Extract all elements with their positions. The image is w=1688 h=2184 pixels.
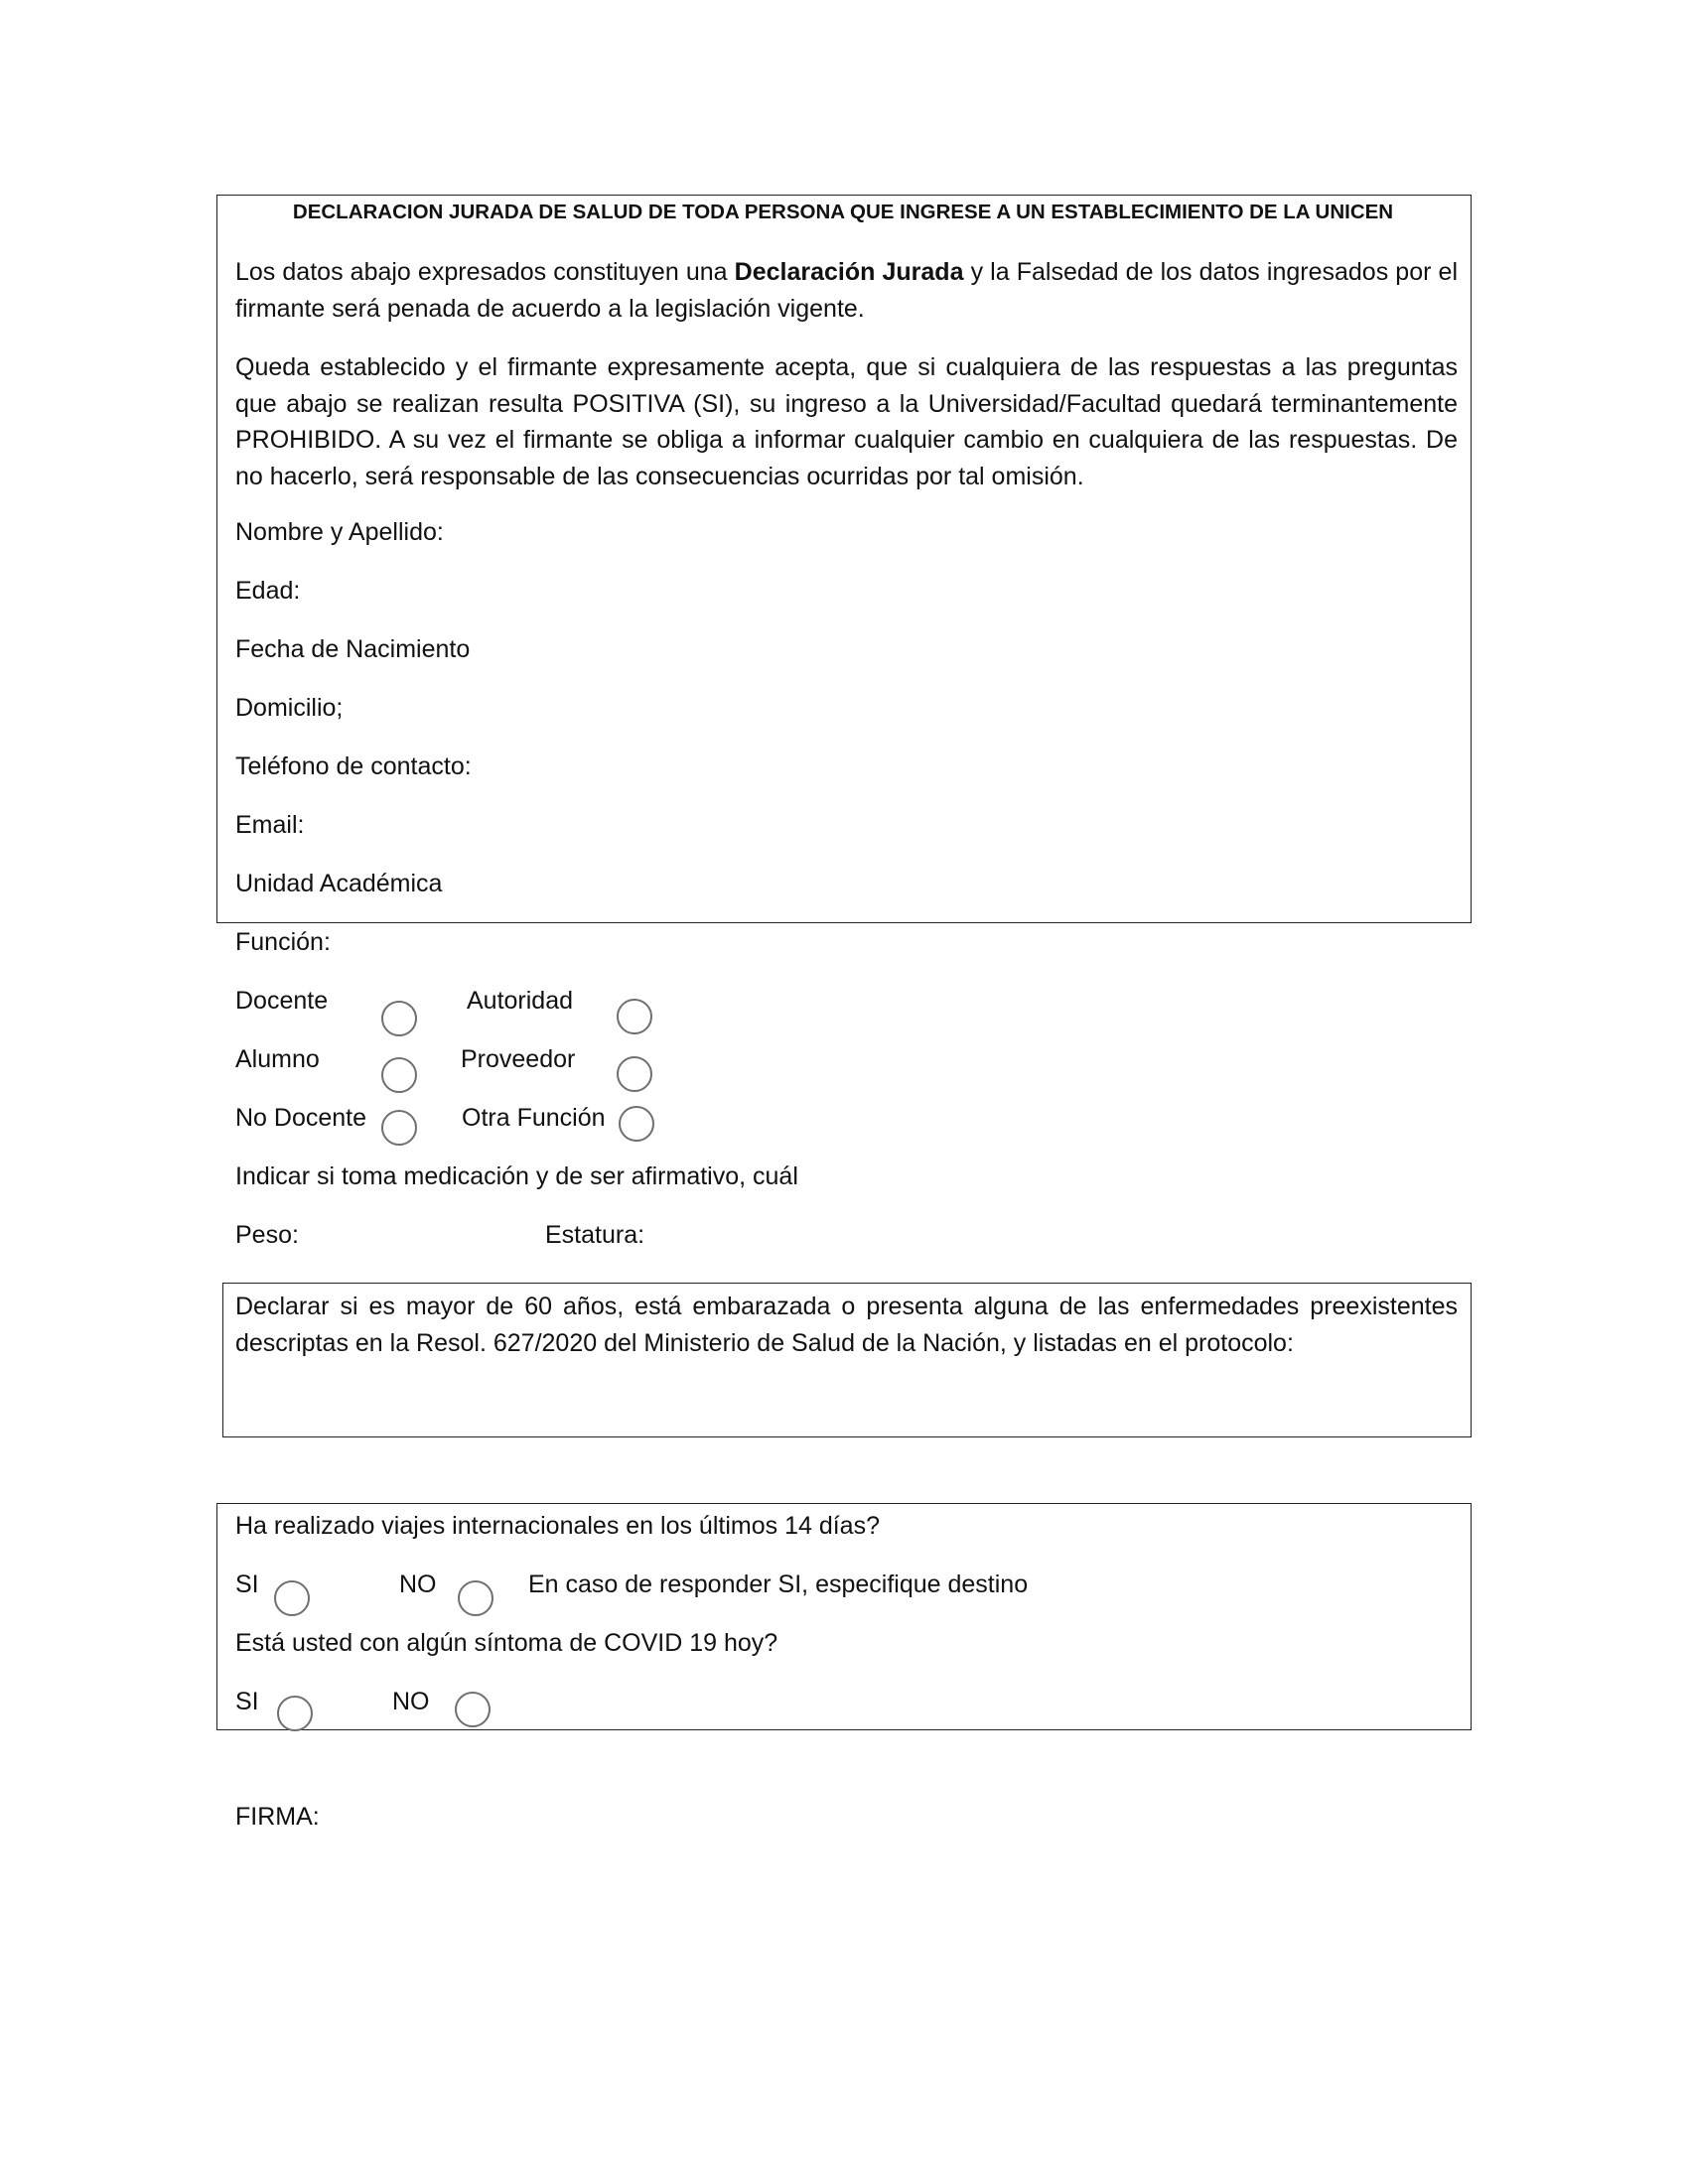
covid-si-label: SI — [235, 1688, 259, 1715]
alumno-radio[interactable] — [381, 1057, 417, 1093]
intro-text-end: y la Falsedad de los datos ingresados por el firmante será penada de acuerdo a la legislación vigente. — [235, 258, 1458, 323]
docente-radio[interactable] — [381, 1001, 417, 1036]
peso-label: Peso: — [235, 1221, 299, 1249]
covid-no-radio[interactable] — [455, 1692, 491, 1727]
declarar-text: Declarar si es mayor de 60 años, está embarazada o presenta alguna de las enfermedades preexistentes descriptas en la Resol. 627/2020 del Ministerio de Salud de la Nación, y listadas en el protocolo: — [235, 1293, 1458, 1357]
viajes-no-label: NO — [399, 1570, 437, 1598]
no-docente-radio[interactable] — [381, 1110, 417, 1146]
otra-funcion-label: Otra Función — [462, 1104, 606, 1132]
alumno-label: Alumno — [235, 1045, 320, 1073]
fecha-nacimiento-label: Fecha de Nacimiento — [235, 635, 471, 663]
viajes-no-radio[interactable] — [458, 1580, 493, 1616]
intro-paragraph-1 — [235, 254, 1458, 327]
proveedor-label: Proveedor — [461, 1045, 576, 1073]
email-label: Email: — [235, 811, 305, 839]
autoridad-label: Autoridad — [467, 987, 574, 1015]
edad-label: Edad: — [235, 577, 301, 605]
docente-label: Docente — [235, 987, 329, 1015]
viajes-destino-label: En caso de responder SI, especifique destino — [528, 1570, 1029, 1598]
estatura-label: Estatura: — [545, 1221, 645, 1249]
proveedor-radio[interactable] — [617, 1056, 652, 1092]
viajes-question: Ha realizado viajes internacionales en los últimos 14 días? — [235, 1512, 880, 1540]
nombre-label: Nombre y Apellido: — [235, 518, 444, 546]
viajes-si-label: SI — [235, 1570, 259, 1598]
covid-no-label: NO — [392, 1688, 430, 1715]
intro-bold-declaracion: Declaración Jurada — [734, 258, 964, 286]
intro-text-start: Los datos abajo expresados constituyen una — [235, 258, 735, 286]
telefono-label: Teléfono de contacto: — [235, 752, 472, 780]
funcion-label: Función: — [235, 928, 331, 956]
form-title: DECLARACION JURADA DE SALUD DE TODA PERSONA QUE INGRESE A UN ESTABLECIMIENTO DE LA UNICEN — [292, 201, 1394, 223]
domicilio-label: Domicilio; — [235, 694, 344, 722]
medicacion-label: Indicar si toma medicación y de ser afirmativo, cuál — [235, 1162, 798, 1190]
unidad-academica-label: Unidad Académica — [235, 870, 443, 897]
no-docente-label: No Docente — [235, 1104, 367, 1132]
covid-si-radio[interactable] — [277, 1696, 313, 1731]
firma-label: FIRMA: — [235, 1803, 320, 1831]
viajes-si-radio[interactable] — [274, 1580, 310, 1616]
otra-funcion-radio[interactable] — [619, 1106, 654, 1142]
covid-question: Está usted con algún síntoma de COVID 19 hoy? — [235, 1629, 778, 1657]
intro-paragraph-2: Queda establecido y el firmante expresamente acepta, que si cualquiera de las respuestas a las preguntas que abajo se realizan resulta POSITIVA (SI), su ingreso a la Universidad/Facultad quedará terminantemente PROHIBIDO. A su vez el firmante se obliga a informar cualquier cambio en cualquiera de las respuestas. De no hacerlo, será responsable de las consecuencias ocurridas por tal omisión. — [235, 353, 1458, 490]
autoridad-radio[interactable] — [617, 999, 652, 1034]
